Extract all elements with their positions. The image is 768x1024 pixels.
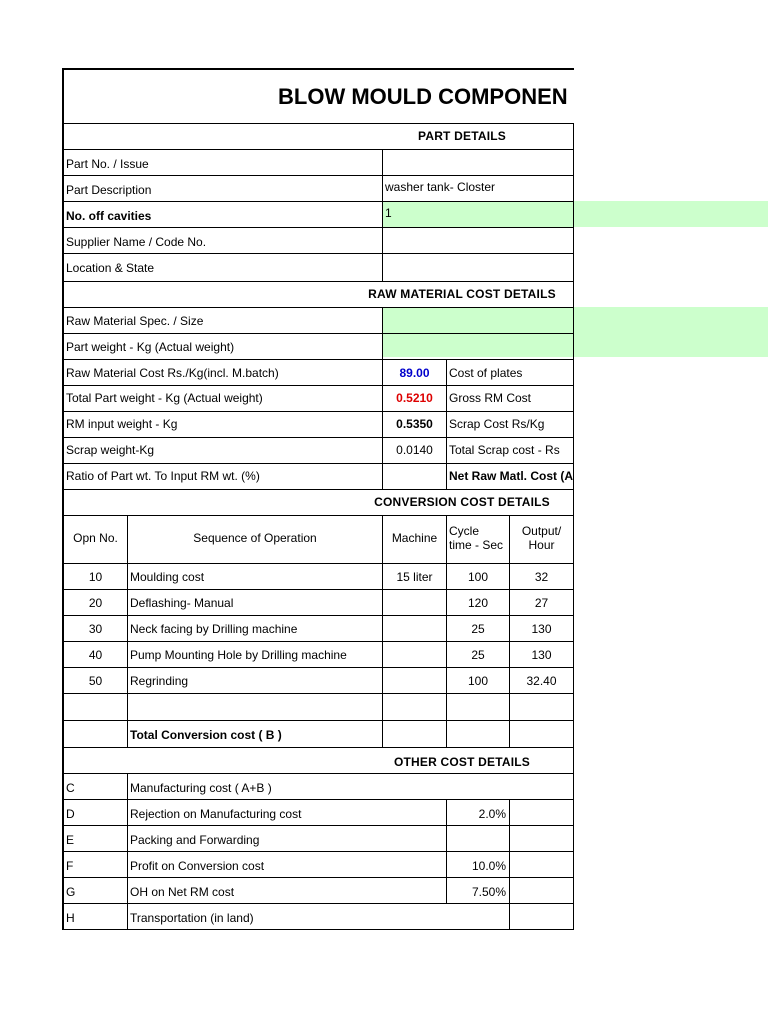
- total-scrap-cost-label: Total Scrap cost - Rs: [449, 443, 560, 457]
- op-row-1-output: 32: [534, 570, 549, 584]
- op-row-4-sequence: Pump Mounting Hole by Drilling machine: [130, 648, 347, 662]
- total-conversion-label: Total Conversion cost ( B ): [130, 728, 282, 742]
- other-g-label: OH on Net RM cost: [130, 885, 235, 899]
- rm-spec-label: Raw Material Spec. / Size: [66, 314, 204, 328]
- op-row-1-machine: 15 liter: [396, 570, 433, 584]
- scrap-weight-label: Scrap weight-Kg: [66, 443, 155, 457]
- op-row-1-sequence: Moulding cost: [130, 570, 205, 584]
- col-output-line2: Hour: [528, 538, 555, 552]
- part-description-label: Part Description: [66, 183, 152, 197]
- other-h-code: H: [66, 911, 75, 925]
- total-part-weight-value[interactable]: 0.5210: [396, 391, 433, 405]
- op-row-5-sequence: Regrinding: [130, 674, 189, 688]
- scrap-weight-value[interactable]: 0.0140: [396, 443, 433, 457]
- op-row-2-sequence: Deflashing- Manual: [130, 596, 234, 610]
- other-d-label: Rejection on Manufacturing cost: [130, 807, 302, 821]
- op-row-2-output: 27: [534, 596, 549, 610]
- op-row-1-cycle: 100: [467, 570, 489, 584]
- col-output-line1: Output/: [521, 524, 562, 538]
- rm-input-weight-value[interactable]: 0.5350: [396, 417, 433, 431]
- rm-cost-label: Raw Material Cost Rs./Kg(incl. M.batch): [66, 366, 279, 380]
- col-sequence: Sequence of Operation: [193, 531, 317, 545]
- op-row-5-opn: 50: [88, 674, 103, 688]
- op-row-1-opn: 10: [88, 570, 103, 584]
- op-row-2-cycle: 120: [467, 596, 489, 610]
- other-c-code: C: [66, 781, 75, 795]
- section-other-costs: OTHER COST DETAILS: [393, 755, 531, 769]
- part-weight-label: Part weight - Kg (Actual weight): [66, 340, 235, 354]
- other-d-pct: 2.0%: [478, 807, 506, 821]
- other-e-label: Packing and Forwarding: [130, 833, 260, 847]
- other-g-pct: 7.50%: [471, 885, 506, 899]
- section-raw-material: RAW MATERIAL COST DETAILS: [368, 287, 556, 301]
- other-d-code: D: [66, 807, 75, 821]
- ratio-label: Ratio of Part wt. To Input RM wt. (%): [66, 469, 260, 483]
- rm-input-weight-label: RM input weight - Kg: [66, 417, 178, 431]
- other-h-label: Transportation (in land): [130, 911, 254, 925]
- net-raw-matl-cost-label: Net Raw Matl. Cost (A: [449, 469, 573, 483]
- cavities-label: No. off cavities: [66, 209, 152, 223]
- col-cycle-line2: time - Sec: [449, 538, 504, 552]
- other-f-code: F: [66, 859, 74, 873]
- scrap-cost-label: Scrap Cost Rs/Kg: [449, 417, 545, 431]
- other-f-label: Profit on Conversion cost: [130, 859, 265, 873]
- section-conversion: CONVERSION COST DETAILS: [374, 495, 550, 509]
- other-g-code: G: [66, 885, 76, 899]
- col-machine: Machine: [391, 531, 438, 545]
- op-row-3-sequence: Neck facing by Drilling machine: [130, 622, 298, 636]
- section-part-details: PART DETAILS: [418, 129, 506, 143]
- other-f-pct: 10.0%: [471, 859, 506, 873]
- op-row-5-cycle: 100: [467, 674, 489, 688]
- sheet-title: BLOW MOULD COMPONEN: [278, 84, 568, 109]
- gross-rm-cost-label: Gross RM Cost: [449, 391, 532, 405]
- op-row-2-opn: 20: [88, 596, 103, 610]
- op-row-3-opn: 30: [88, 622, 103, 636]
- rm-cost-value[interactable]: 89.00: [399, 366, 430, 380]
- location-label: Location & State: [66, 261, 155, 275]
- part-no-label: Part No. / Issue: [66, 157, 149, 171]
- op-row-3-output: 130: [531, 622, 552, 636]
- op-row-4-output: 130: [531, 648, 552, 662]
- op-row-5-output: 32.40: [526, 674, 557, 688]
- op-row-4-opn: 40: [88, 648, 103, 662]
- op-row-3-cycle: 25: [471, 622, 485, 636]
- other-c-label: Manufacturing cost ( A+B ): [130, 781, 272, 795]
- cavities-value[interactable]: 1: [385, 206, 392, 220]
- col-opn-no: Opn No.: [73, 531, 118, 545]
- part-description-value[interactable]: washer tank- Closter: [385, 180, 496, 194]
- col-cycle-line1: Cycle: [449, 524, 480, 538]
- supplier-label: Supplier Name / Code No.: [66, 235, 207, 249]
- op-row-4-cycle: 25: [471, 648, 485, 662]
- other-e-code: E: [66, 833, 75, 847]
- cost-of-plates-label: Cost of plates: [449, 366, 523, 380]
- total-part-weight-label: Total Part weight - Kg (Actual weight): [66, 391, 263, 405]
